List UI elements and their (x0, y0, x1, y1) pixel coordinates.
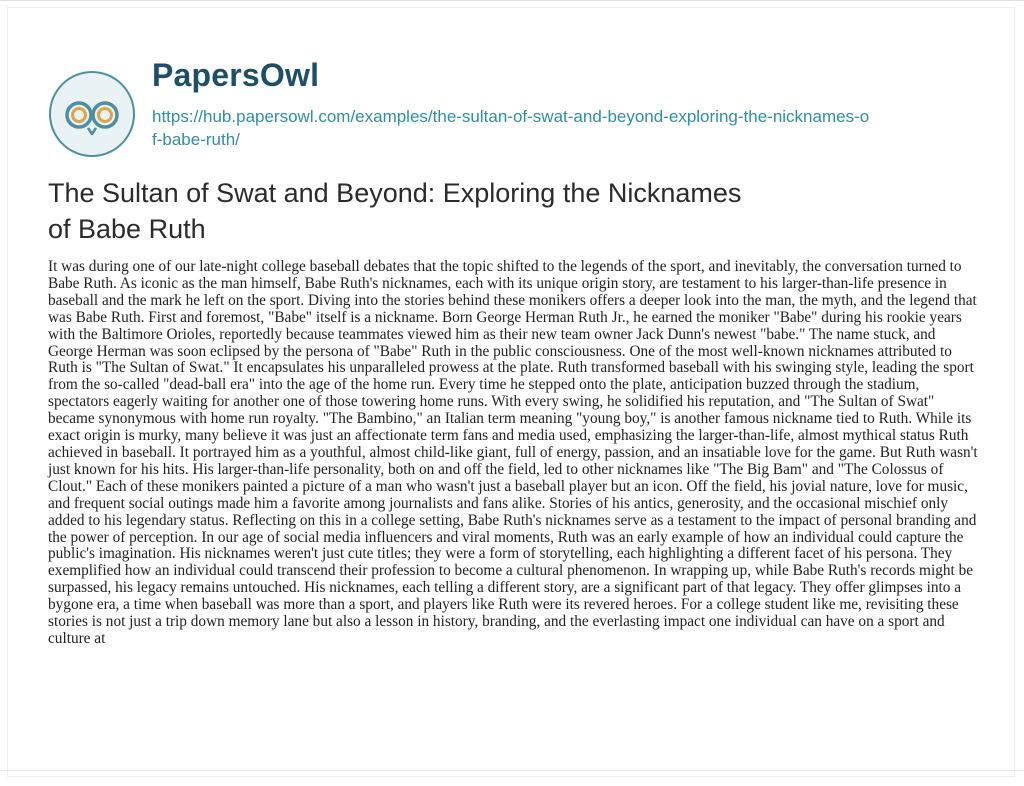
owl-eyes-icon[interactable] (48, 70, 136, 158)
bottom-divider (0, 770, 1024, 771)
brand-name[interactable]: PapersOwl (152, 57, 320, 93)
source-url-link[interactable]: https://hub.papersowl.com/examples/the-sultan-of-swat-and-beyond-exploring-the-nicknames-of-babe-ruth/ (152, 107, 870, 149)
article-title: The Sultan of Swat and Beyond: Exploring the Nicknames of Babe Ruth (48, 178, 742, 244)
article-body: It was during one of our late-night college baseball debates that the topic shifted to the legends of the sport, and inevitably, the conversation turned to Babe Ruth. As iconic as the man himself, Babe Ruth's nicknames, each with its unique origin story, are testament to his larger-than-life presence in baseball and the mark he left on the sport. Diving into the stories behind these monikers offers a deeper look into the man, the myth, and the legend that was Babe Ruth. First and foremost, "Babe" itself is a nickname. Born George Herman Ruth Jr., he earned the moniker "Babe" during his rookie years with the Baltimore Orioles, reportedly because teammates viewed him as their new team owner Jack Dunn's newest "babe." The name stuck, and George Herman was soon eclipsed by the persona of "Babe" Ruth in the public consciousness. One of the most well-known nicknames attributed to Ruth is "The Sultan of Swat." It encapsulates his unparalleled prowess at the plate. Ruth transformed baseball with his swinging style, leading the sport from the so-called "dead-ball era" into the age of the home run. Every time he stepped onto the plate, anticipation buzzed through the stadium, spectators eagerly waiting for another one of those towering home runs. With every swing, he solidified his reputation, and "The Sultan of Swat" became synonymous with home run royalty. "The Bambino," an Italian term meaning "young boy," is another famous nickname tied to Ruth. While its exact origin is murky, many believe it was just an affectionate term fans and media used, emphasizing the larger-than-life, almost mythical status Ruth achieved in baseball. It portrayed him as a youthful, almost child-like giant, full of energy, passion, and an insatiable love for the game. But Ruth wasn't just known for his hits. His larger-than-life personality, both on and off the field, led to other nicknames like "The Big Bam" and "The Colossus of Clout." Each of these monikers painted a picture of a man who wasn't just a baseball player but an icon. Off the field, his jovial nature, love for music, and frequent social outings made him a favorite among journalists and fans alike. Stories of his antics, generosity, and the occasional mischief only added to his legendary status. Reflecting on this in a college setting, Babe Ruth's nicknames serve as a testament to the impact of personal branding and the power of perception. In our age of social media influencers and viral moments, Ruth was an early example of how an individual could capture the public's imagination. His nicknames weren't just cute titles; they were a form of storytelling, each highlighting a different facet of his persona. They exemplified how an individual could transcend their profession to become a cultural phenomenon. In wrapping up, while Babe Ruth's records might be surpassed, his legacy remains untouched. His nicknames, each telling a different story, are a significant part of that legacy. They offer glimpses into a bygone era, a time when baseball was more than a sport, and players like Ruth were its revered heroes. For a college student like me, revisiting these stories is not just a trip down memory lane but also a lesson in history, branding, and the everlasting impact one individual can have on a sport and culture at (48, 258, 978, 647)
top-divider (0, 0, 1024, 1)
